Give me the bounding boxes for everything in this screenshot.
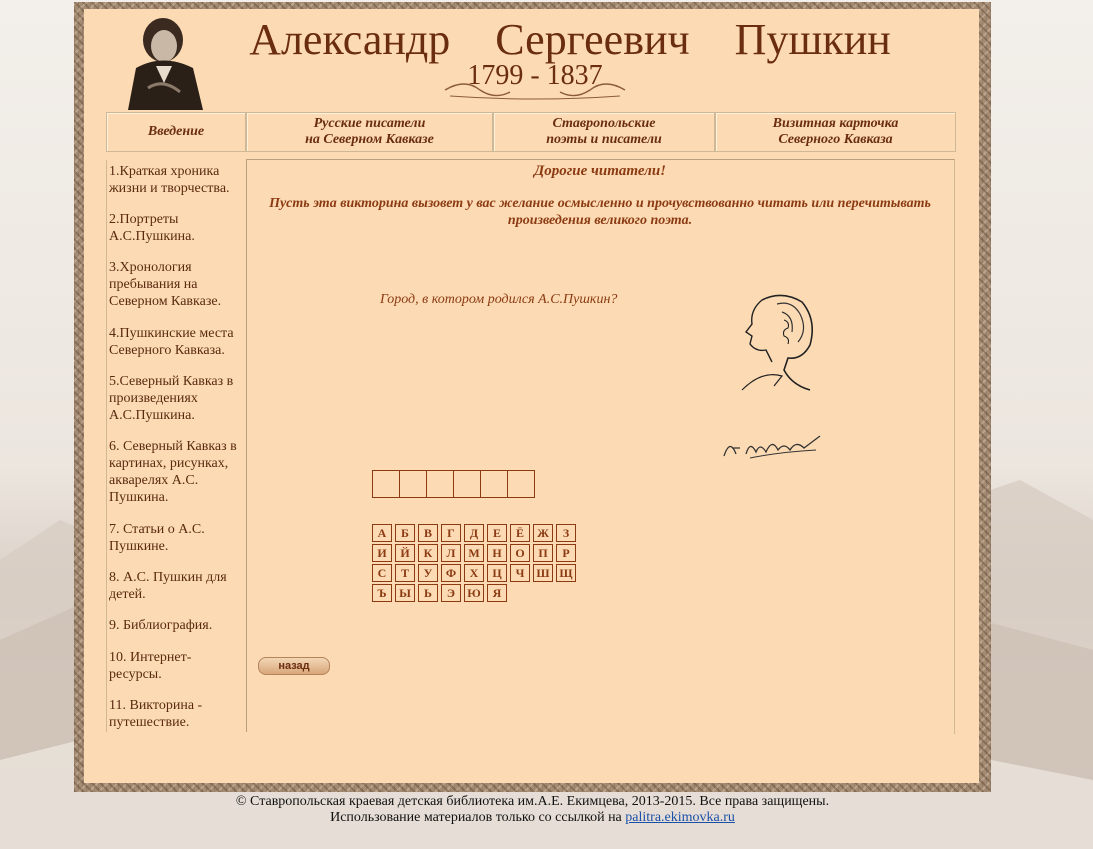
answer-letter-box[interactable]: [373, 471, 400, 497]
letter-key[interactable]: А: [372, 524, 392, 542]
letter-key[interactable]: Н: [487, 544, 507, 562]
alphabet-row: [372, 544, 579, 564]
intro-text: Пусть эта викторина вызовет у вас желание осмысленно и прочувствованно читать или перечитывать произведения великого поэта.: [269, 196, 931, 228]
letter-key[interactable]: Д: [464, 524, 484, 542]
answer-letter-box[interactable]: [427, 471, 454, 497]
letter-key[interactable]: Щ: [556, 564, 576, 582]
letter-key[interactable]: Ю: [464, 584, 484, 602]
letter-key[interactable]: С: [372, 564, 392, 582]
answer-letter-box[interactable]: [508, 471, 534, 497]
letter-key[interactable]: Т: [395, 564, 415, 582]
answer-letter-box[interactable]: [481, 471, 508, 497]
letter-key[interactable]: Ё: [510, 524, 530, 542]
letter-key[interactable]: И: [372, 544, 392, 562]
nav-item-russian-writers[interactable]: Русские писатели на Северном Кавказе: [246, 112, 493, 152]
footer: [74, 794, 991, 826]
letter-key[interactable]: Е: [487, 524, 507, 542]
letter-key[interactable]: Ъ: [372, 584, 392, 602]
sidebar-item-paintings[interactable]: 6. Северный Кавказ в картинах, рисунках, акварелях А.С. Пушкина.: [109, 439, 237, 505]
letter-key[interactable]: Б: [395, 524, 415, 542]
sidebar-item-quiz[interactable]: 11. Викторина - путешествие.: [109, 698, 203, 730]
copyright-text: © Ставропольская краевая детская библиотека им.А.Е. Екимцева, 2013-2015. Все права защищены.: [235, 794, 830, 809]
letter-key[interactable]: П: [533, 544, 553, 562]
letter-key[interactable]: М: [464, 544, 484, 562]
sidebar-item-places[interactable]: 4.Пушкинские места Северного Кавказа.: [109, 326, 234, 358]
sidebar-item-chronicle[interactable]: 1.Краткая хроника жизни и творчества.: [109, 164, 230, 196]
greeting-heading: Дорогие читатели!: [533, 163, 667, 179]
usage-note: Использование материалов только со ссылкой на palitra.ekimovka.ru: [330, 810, 735, 825]
alphabet-row: [372, 524, 579, 544]
nav-item-intro[interactable]: Введение: [106, 112, 246, 152]
sidebar-menu: [106, 160, 247, 732]
letter-key[interactable]: Ш: [533, 564, 553, 582]
letter-key[interactable]: В: [418, 524, 438, 542]
letter-key[interactable]: З: [556, 524, 576, 542]
sidebar-item-bibliography[interactable]: 9. Библиография.: [109, 618, 213, 633]
alphabet-row: [372, 564, 579, 584]
back-button[interactable]: назад: [258, 657, 330, 675]
letter-key[interactable]: Э: [441, 584, 461, 602]
letter-key[interactable]: Й: [395, 544, 415, 562]
page-title: Александр Сергеевич Пушкин: [249, 15, 891, 64]
quiz-question: Город, в котором родился А.С.Пушкин?: [380, 292, 618, 307]
answer-boxes: [372, 470, 535, 498]
letter-key[interactable]: У: [418, 564, 438, 582]
letter-key[interactable]: Ф: [441, 564, 461, 582]
top-nav: [106, 112, 956, 152]
sidebar-item-articles[interactable]: 7. Статьи о А.С. Пушкине.: [109, 522, 205, 554]
pushkin-signature-image: [720, 428, 824, 464]
letter-key[interactable]: Ж: [533, 524, 553, 542]
main-content-panel: [246, 159, 955, 734]
letter-key[interactable]: О: [510, 544, 530, 562]
sidebar-item-internet[interactable]: 10. Интернет-ресурсы.: [109, 650, 192, 682]
letter-key[interactable]: К: [418, 544, 438, 562]
sidebar-item-chronology[interactable]: 3.Хронология пребывания на Северном Кавказе.: [109, 260, 222, 309]
nav-item-caucasus-card[interactable]: Визитная карточка Северного Кавказа: [715, 112, 956, 152]
letter-key[interactable]: Ц: [487, 564, 507, 582]
letter-key[interactable]: Ч: [510, 564, 530, 582]
pushkin-sketch-image: [722, 290, 822, 400]
letter-key[interactable]: Ы: [395, 584, 415, 602]
letter-key[interactable]: Р: [556, 544, 576, 562]
nav-item-stavropol-poets[interactable]: Ставропольские поэты и писатели: [493, 112, 715, 152]
letter-key[interactable]: Ь: [418, 584, 438, 602]
site-link[interactable]: palitra.ekimovka.ru: [625, 810, 735, 825]
letter-key[interactable]: Л: [441, 544, 461, 562]
sidebar-item-portraits[interactable]: 2.Портреты А.С.Пушкина.: [109, 212, 195, 244]
sidebar-item-works[interactable]: 5.Северный Кавказ в произведениях А.С.Пушкина.: [109, 374, 234, 423]
letter-key[interactable]: Х: [464, 564, 484, 582]
years-label: 1799 - 1837: [467, 60, 603, 91]
answer-letter-box[interactable]: [454, 471, 481, 497]
letter-key[interactable]: Я: [487, 584, 507, 602]
letter-key[interactable]: Г: [441, 524, 461, 542]
pushkin-portrait-image: [118, 8, 208, 110]
alphabet-row: [372, 584, 579, 604]
sidebar-item-for-children[interactable]: 8. А.С. Пушкин для детей.: [109, 570, 227, 602]
answer-letter-box[interactable]: [400, 471, 427, 497]
alphabet-keyboard: [372, 524, 579, 604]
